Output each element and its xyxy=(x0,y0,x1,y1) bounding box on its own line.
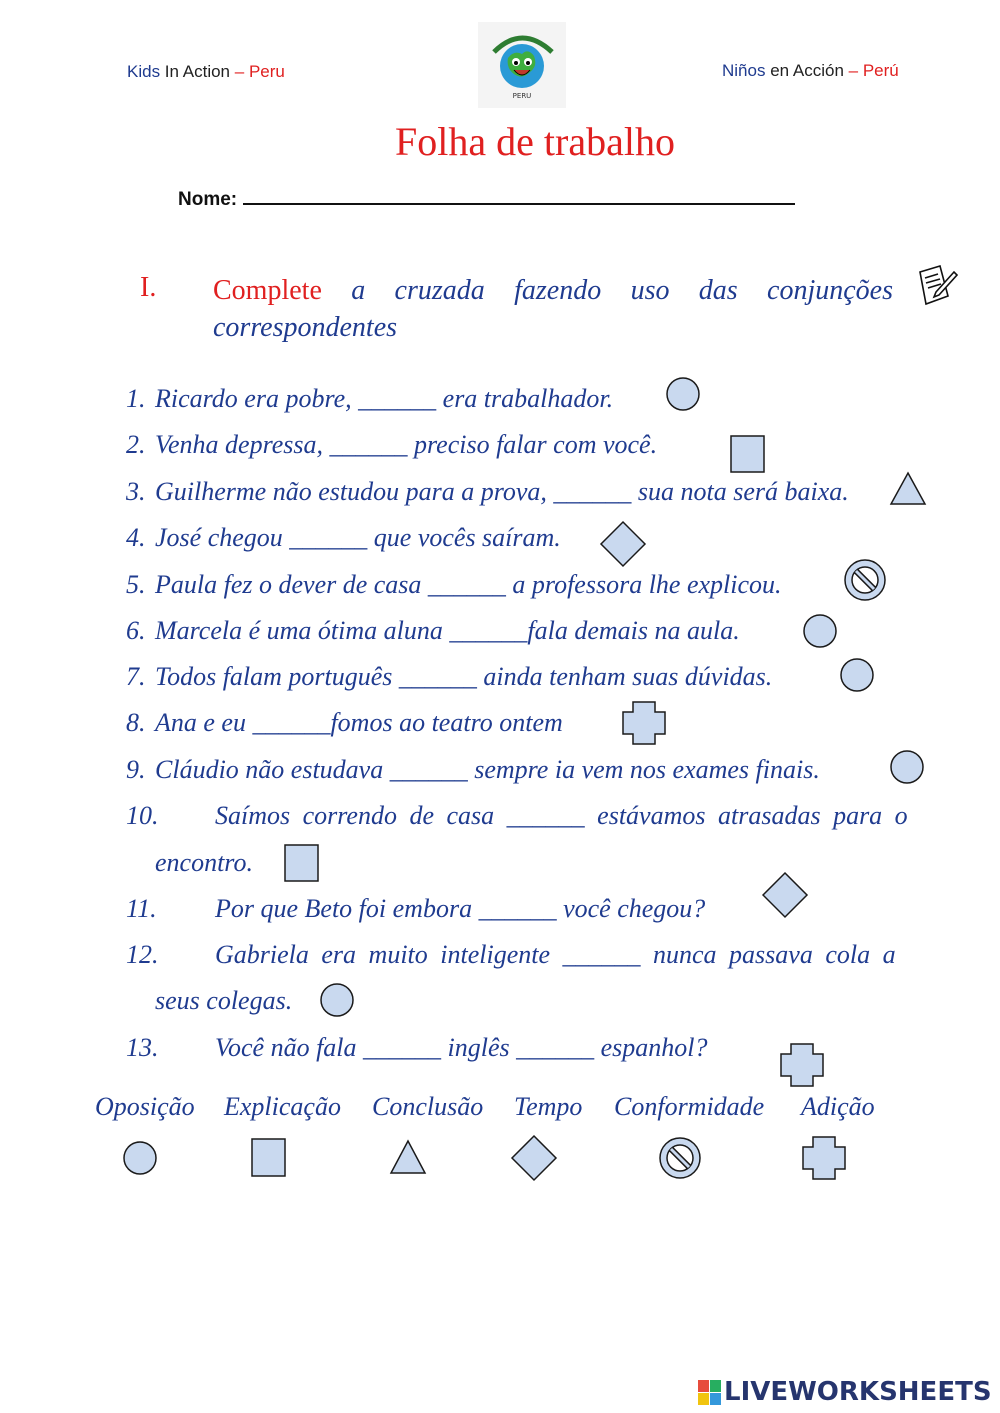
question-10 xyxy=(215,801,908,831)
question-number: 13. xyxy=(126,1033,159,1062)
question-2: Venha depressa, ______ preciso falar com você. xyxy=(155,430,658,459)
question-7: Todos falam português ______ ainda tenham suas dúvidas. xyxy=(155,662,773,691)
legend-cross-shape xyxy=(802,1136,846,1180)
pencil-paper-icon xyxy=(914,262,958,308)
triangle-shape[interactable] xyxy=(890,472,926,505)
liveworksheets-logo-icon xyxy=(698,1380,722,1406)
question-number: 9. xyxy=(126,755,146,784)
question-number: 1. xyxy=(126,384,146,413)
question-6: Marcela é uma ótima aluna ______fala demais na aula. xyxy=(155,616,740,645)
header-kids: Kids xyxy=(127,62,161,81)
legend-diamond-shape xyxy=(511,1135,557,1181)
header-country-left: Peru xyxy=(244,62,285,81)
question-10-text: Saímos correndo de casa ______ estávamos atrasadas para o xyxy=(215,801,908,830)
legend-label-conformidade: Conformidade xyxy=(614,1092,765,1121)
circle-shape[interactable] xyxy=(803,614,837,648)
no-sign-shape[interactable] xyxy=(844,559,886,601)
cross-shape[interactable] xyxy=(622,701,666,745)
header-right xyxy=(722,61,899,81)
header-left xyxy=(127,62,285,82)
legend-triangle-shape xyxy=(390,1140,426,1174)
question-number: 10. xyxy=(126,801,159,830)
question-number: 12. xyxy=(126,940,159,969)
legend-label-tempo: Tempo xyxy=(514,1092,583,1121)
page-title: Folha de trabalho xyxy=(395,119,675,164)
question-5: Paula fez o dever de casa ______ a professora lhe explicou. xyxy=(155,570,782,599)
question-4: José chegou ______ que vocês saíram. xyxy=(155,523,561,552)
name-input-line[interactable] xyxy=(243,185,795,205)
question-9: Cláudio não estudava ______ sempre ia vem nos exames finais. xyxy=(155,755,820,784)
legend-label-conclusao: Conclusão xyxy=(372,1092,484,1121)
name-label: Nome: xyxy=(178,189,238,210)
header-dash-left: – xyxy=(234,62,245,81)
question-11: Por que Beto foi embora ______ você chegou? xyxy=(215,894,706,923)
instruction-text: a cruzada fazendo uso das conjunções correspondentes xyxy=(213,275,894,343)
circle-shape[interactable] xyxy=(320,983,354,1017)
question-13: Você não fala ______ inglês ______ espanhol? xyxy=(215,1033,708,1062)
question-number: 5. xyxy=(126,570,146,599)
legend-label-oposicao: Oposição xyxy=(95,1092,195,1121)
question-12-cont: seus colegas. xyxy=(155,986,293,1015)
header-dash-right: – xyxy=(848,61,859,80)
circle-shape[interactable] xyxy=(666,377,700,411)
diamond-shape[interactable] xyxy=(600,521,646,567)
circle-shape[interactable] xyxy=(890,750,924,784)
header-ninos: Niños xyxy=(722,61,766,80)
cross-shape[interactable] xyxy=(780,1043,824,1087)
liveworksheets-brand[interactable]: LIVEWORKSHEETS xyxy=(724,1377,992,1407)
legend-label-adicao: Adição xyxy=(801,1092,875,1121)
question-number: 4. xyxy=(126,523,146,552)
section-instruction xyxy=(213,272,893,346)
question-12: Gabriela era muito inteligente ______ nunca passava cola a xyxy=(215,940,896,969)
question-10-cont: encontro. xyxy=(155,848,253,877)
square-shape[interactable] xyxy=(730,435,766,473)
question-1: Ricardo era pobre, ______ era trabalhador. xyxy=(155,384,614,413)
header-country-right: Perú xyxy=(858,61,899,80)
name-field[interactable] xyxy=(178,185,795,211)
diamond-shape[interactable] xyxy=(762,872,808,918)
svg-text:PERU: PERU xyxy=(512,92,532,100)
question-number: 7. xyxy=(126,662,146,691)
header-en-accion: en Acción xyxy=(765,61,849,80)
question-number: 8. xyxy=(126,708,146,737)
question-number: 6. xyxy=(126,616,146,645)
circle-shape[interactable] xyxy=(840,658,874,692)
kids-in-action-logo xyxy=(478,22,566,108)
legend-circle-shape xyxy=(123,1141,157,1175)
question-3: Guilherme não estudou para a prova, ______ sua nota será baixa. xyxy=(155,477,849,506)
square-shape[interactable] xyxy=(284,844,320,882)
instruction-keyword: Complete xyxy=(213,275,322,306)
question-8: Ana e eu ______fomos ao teatro ontem xyxy=(155,708,563,737)
section-numeral: I. xyxy=(140,272,157,303)
legend-square-shape xyxy=(251,1138,287,1178)
question-number: 2. xyxy=(126,430,146,459)
legend-no-sign-shape xyxy=(659,1137,701,1179)
header-in-action: In Action xyxy=(160,62,235,81)
question-number: 11. xyxy=(126,894,157,923)
legend-label-explicacao: Explicação xyxy=(224,1092,341,1121)
question-number: 3. xyxy=(126,477,146,506)
